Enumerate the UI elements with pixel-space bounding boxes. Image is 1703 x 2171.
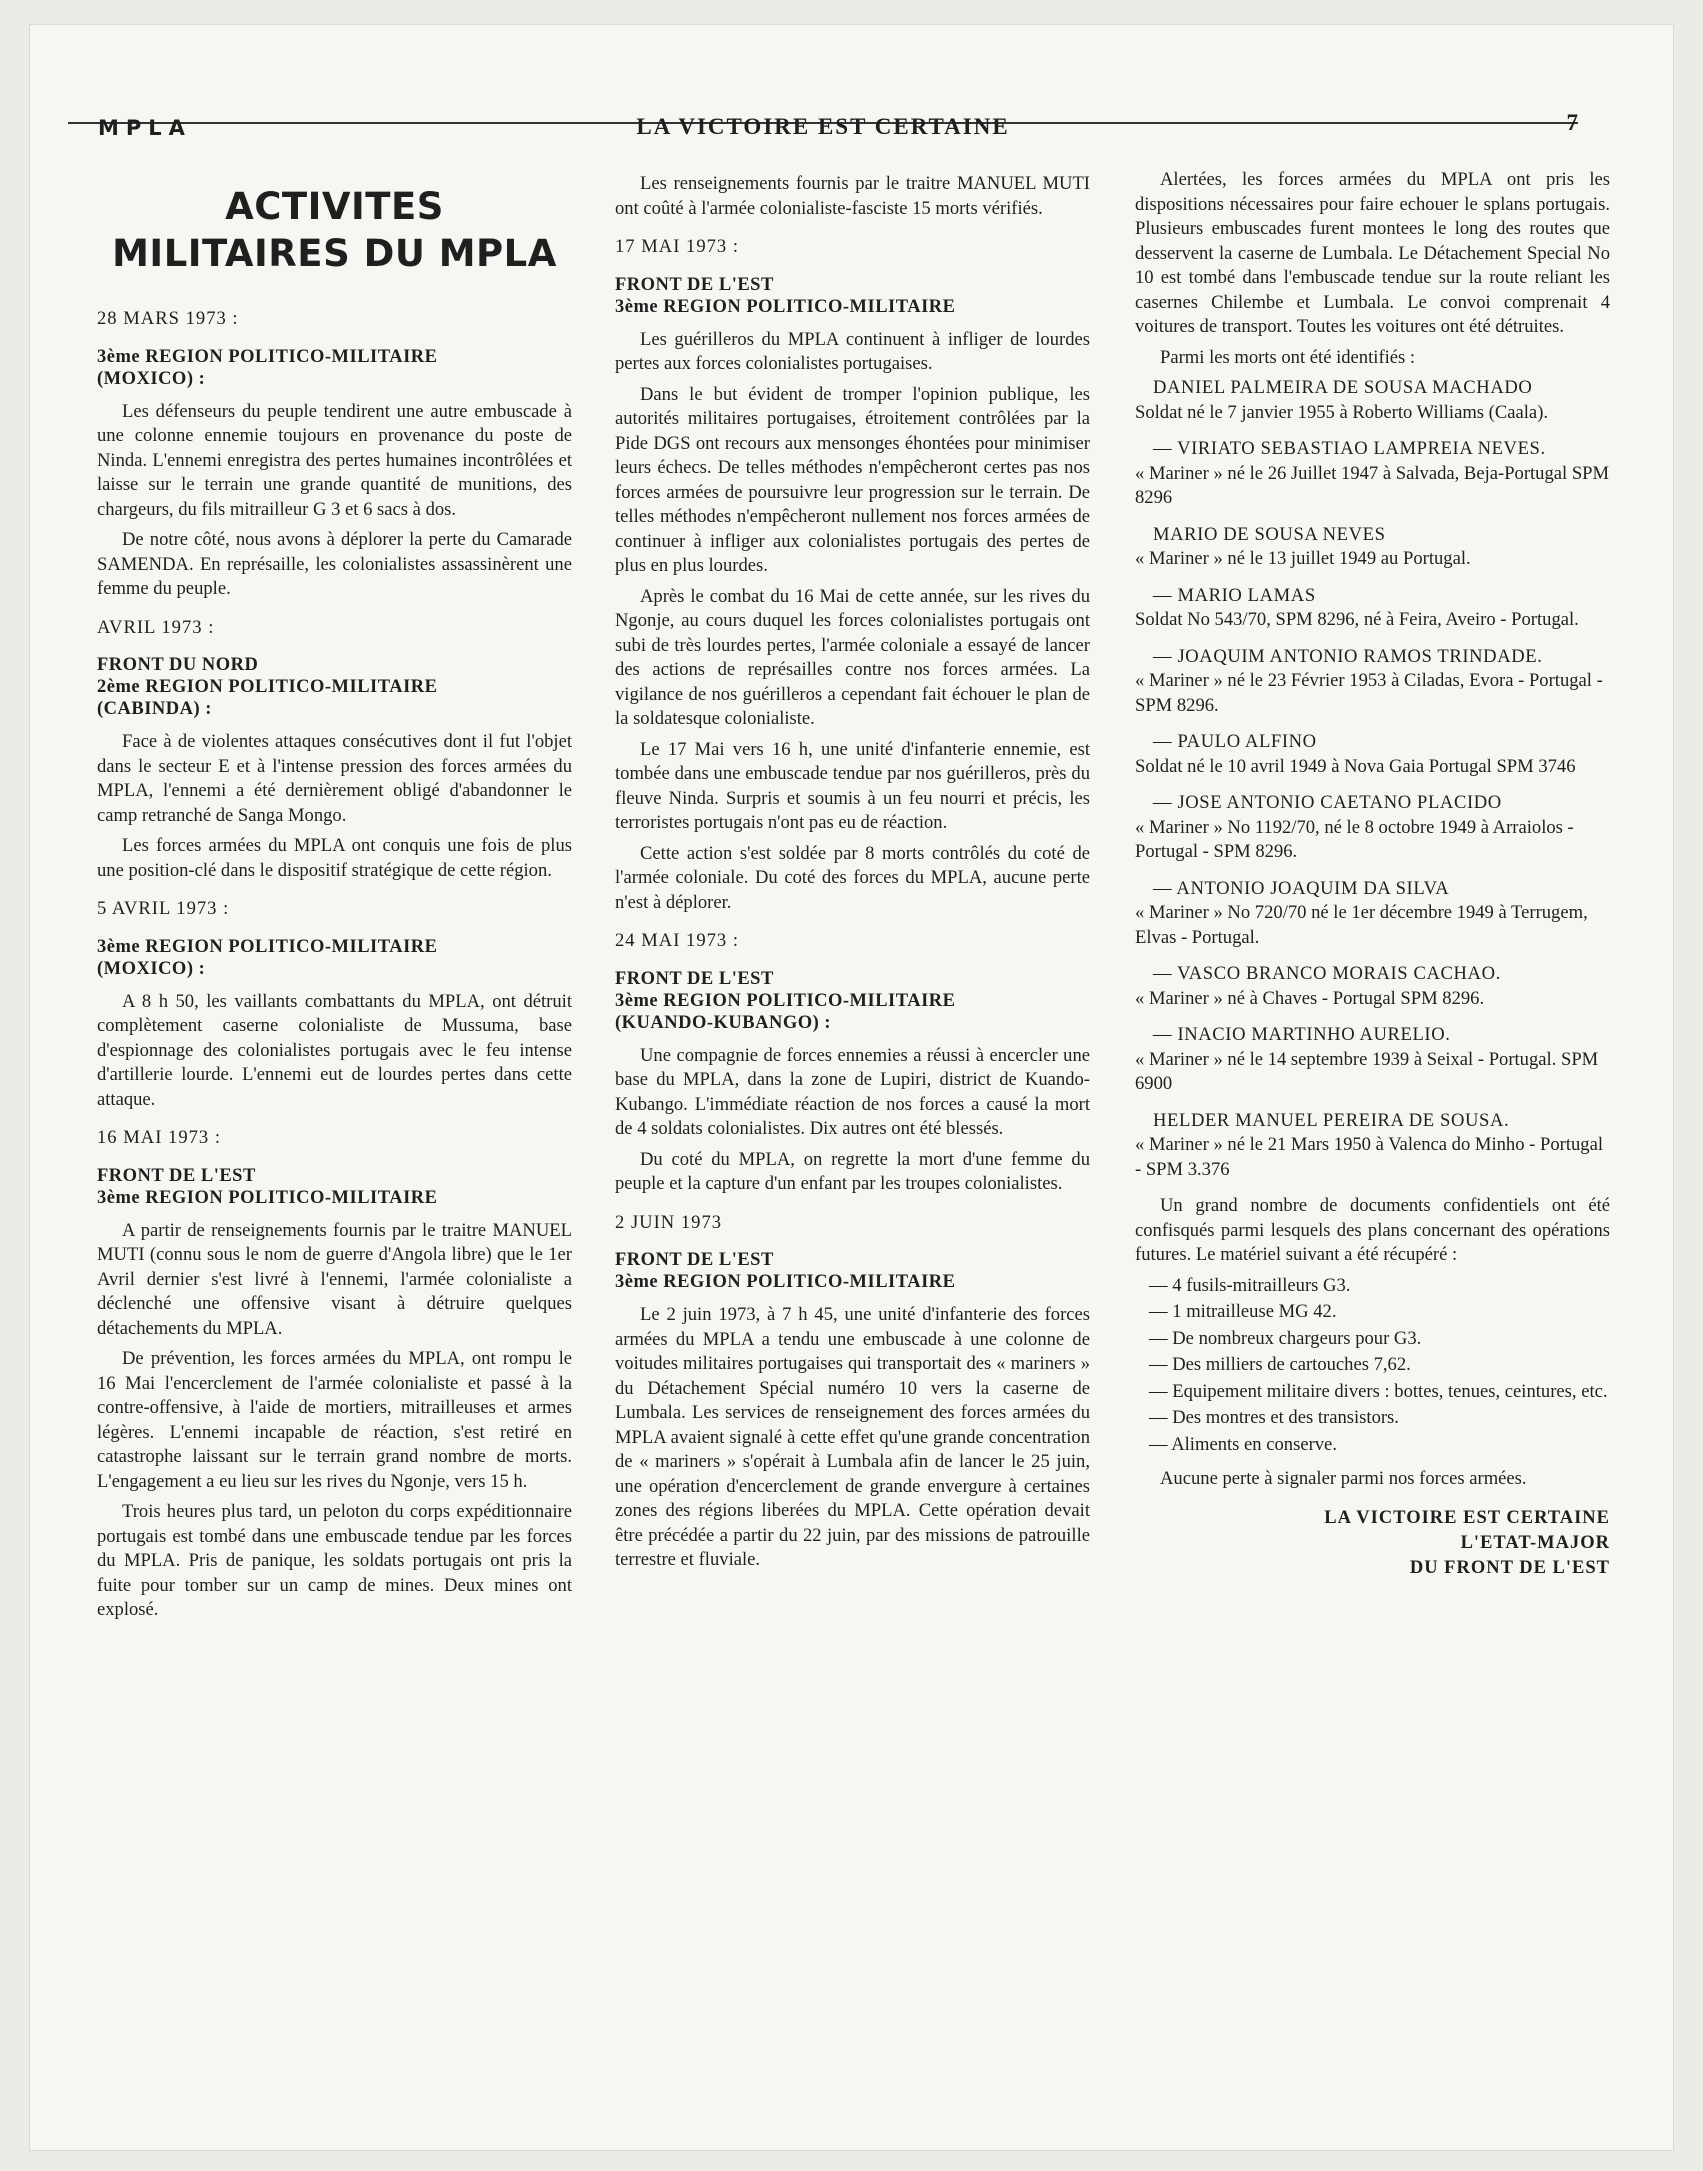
- list-item: — De nombreux chargeurs pour G3.: [1149, 1327, 1422, 1349]
- column-1: [97, 165, 572, 1629]
- casualty-name: — VASCO BRANCO MORAIS CACHAO.: [1153, 963, 1501, 984]
- running-title: LA VICTOIRE EST CERTAINE: [636, 114, 1010, 139]
- casualty-detail: « Mariner » né le 14 septembre 1939 à Seixal - Portugal. SPM 6900: [1135, 1048, 1599, 1094]
- column-3: [1135, 168, 1610, 1581]
- casualty-entry: [1135, 877, 1610, 951]
- casualty-detail: « Mariner » né le 26 Juillet 1947 à Salvada, Beja-Portugal SPM 8296: [1135, 462, 1610, 508]
- list-item: — 4 fusils-mitrailleurs G3.: [1149, 1274, 1351, 1296]
- list-item: — Aliments en conserve.: [1149, 1433, 1337, 1455]
- casualty-detail: Soldat No 543/70, SPM 8296, né à Feira, Aveiro - Portugal.: [1135, 609, 1579, 630]
- section-date: 16 MAI 1973 :: [97, 1127, 222, 1148]
- paragraph: De notre côté, nous avons à déplorer la perte du Camarade SAMENDA. En représaille, les colonialistes assassinèrent une femme du peuple.: [97, 529, 572, 599]
- paragraph: Du coté du MPLA, on regrette la mort d'une femme du peuple et la capture d'un enfant par les troupes colonialistes.: [615, 1148, 1090, 1194]
- front-line: FRONT DU NORD: [97, 655, 259, 675]
- front-line: (MOXICO) :: [97, 368, 206, 389]
- casualty-name: — INACIO MARTINHO AURELIO.: [1153, 1024, 1451, 1045]
- section-front: [615, 968, 1090, 1034]
- section-date: AVRIL 1973 :: [97, 616, 215, 638]
- section-date: 2 JUIN 1973: [615, 1211, 723, 1233]
- section-date: 5 AVRIL 1973 :: [97, 898, 230, 919]
- front-line: (CABINDA) :: [97, 699, 212, 719]
- front-line: 3ème REGION POLITICO-MILITAIRE: [97, 1187, 438, 1208]
- section-front: [97, 346, 572, 390]
- paragraph: Parmi les morts ont été identifiés :: [1160, 346, 1416, 368]
- paragraph: Aucune perte à signaler parmi nos forces armées.: [1160, 1468, 1527, 1489]
- casualty-name: — ANTONIO JOAQUIM DA SILVA: [1153, 877, 1450, 899]
- casualty-name: — PAULO ALFINO: [1153, 731, 1317, 752]
- paragraph: Le 2 juin 1973, à 7 h 45, une unité d'infanterie des forces armées du MPLA a tendu une embuscade à une colonne de voitudes militaires portugaises qui transportait des « mariners » du Détachement Spécial numéro 10 vers la caserne de Lumbala. Les services de renseignement des forces armées du MPLA avaient signalé à cette effet qu'une grande concentration de « mariners » s'opérait à Lumbala afin de lancer le 25 juin, une opération d'encerclement de grande envergure à certaines zones des régions liberées du MPLA. Cette opération devait être précédée a partir du 22 juin, par des missions de patrouille terrestre et fluviale.: [615, 1304, 1090, 1570]
- casualty-detail: « Mariner » né le 13 juillet 1949 au Portugal.: [1135, 548, 1471, 569]
- list-item: — Equipement militaire divers : bottes, tenues, ceintures, etc.: [1149, 1380, 1608, 1402]
- signature-block: [1135, 1506, 1610, 1581]
- casualty-name: — MARIO LAMAS: [1153, 584, 1316, 606]
- title-line: MILITAIRES DU MPLA: [112, 232, 557, 275]
- paragraph: De prévention, les forces armées du MPLA, ont rompu le 16 Mai l'encerclement de l'armée colonialiste et passé à la contre-offensive, à l'aide de mortiers, mitrailleuses et armes légères. L'ennemi incapable de réaction, s'est retiré en catastrophe laissant sur le terrain grand nombre de morts. L'engagement a eu lieu sur les rives du Ngonje, vers 15 h.: [97, 1348, 572, 1492]
- casualty-name: DANIEL PALMEIRA DE SOUSA MACHADO: [1153, 377, 1533, 398]
- paragraph: Dans le but évident de tromper l'opinion publique, les autorités militaires portugaises, étroitement contrôlées par la Pide DGS ont recours aux mensonges éhontées pour minimiser leurs échecs. De telles méthodes n'empêcheront certes pas nos forces armées de poursuivre leur progression sur le terrain. De telles méthodes n'empêcheront nullement nos forces armées de continuer à infliger aux colonialistes portugais des pertes de plus en plus lourdes.: [615, 383, 1090, 576]
- casualty-name: HELDER MANUEL PEREIRA DE SOUSA.: [1153, 1109, 1510, 1131]
- paragraph: Un grand nombre de documents confidentiels ont été confisqués parmi lesquels des plans concernant des opérations futures. Le matériel suivant a été récupéré :: [1135, 1195, 1610, 1265]
- signature-line: L'ETAT-MAJOR: [1460, 1532, 1610, 1553]
- section-front: [97, 1165, 572, 1209]
- paragraph: A partir de renseignements fournis par le traitre MANUEL MUTI (connu sous le nom de guerre d'Angola libre) que le 1er Avril dernier s'est livré à l'ennemi, l'armée colonialiste a déclenché une offensive visant à détruire quelques détachements du MPLA.: [97, 1219, 572, 1339]
- paragraph: Cette action s'est soldée par 8 morts contrôlés du coté de l'armée coloniale. Du coté des forces du MPLA, aucune perte n'est à déplorer.: [615, 842, 1090, 913]
- paragraph: Après le combat du 16 Mai de cette année, sur les rives du Ngonje, au cours duquel les forces colonialistes portugais ont subi de très lourdes pertes, l'armée coloniale a essayé de lancer des actions de représailles contre nos forces armées. La vigilance de nos guérilleros a cependant fait échouer le plan de la soldatesque colonialiste.: [615, 585, 1090, 729]
- front-line: (KUANDO-KUBANGO) :: [615, 1012, 832, 1033]
- column-2: [615, 172, 1090, 1579]
- page-number: 7: [1566, 110, 1578, 135]
- paragraph: A 8 h 50, les vaillants combattants du MPLA, ont détruit complètement caserne colonialiste de Mussuma, base d'espionnage des colonialistes portugais avec le feu intense d'artillerie lourde. L'ennemi eut de lourdes pertes dans cette attaque.: [97, 990, 572, 1110]
- page-header: [68, 70, 1578, 140]
- casualty-detail: « Mariner » né le 21 Mars 1950 à Valenca do Minho - Portugal - SPM 3.376: [1135, 1134, 1604, 1180]
- recovered-items-list: [1149, 1274, 1610, 1458]
- front-line: 3ème REGION POLITICO-MILITAIRE: [97, 346, 438, 367]
- front-line: 3ème REGION POLITICO-MILITAIRE: [615, 1272, 956, 1292]
- casualty-detail: Soldat né le 10 avril 1949 à Nova Gaia Portugal SPM 3746: [1135, 755, 1576, 777]
- casualty-list: [1135, 376, 1610, 1182]
- casualty-entry: [1135, 1023, 1610, 1097]
- front-line: 3ème REGION POLITICO-MILITAIRE: [97, 936, 438, 957]
- section-date: 17 MAI 1973 :: [615, 236, 740, 257]
- casualty-entry: [1135, 437, 1610, 511]
- casualty-detail: « Mariner » No 1192/70, né le 8 octobre 1949 à Arraiolos - Portugal - SPM 8296.: [1135, 816, 1574, 862]
- signature-line: DU FRONT DE L'EST: [1409, 1557, 1610, 1578]
- casualty-detail: « Mariner » né à Chaves - Portugal SPM 8296.: [1135, 987, 1485, 1009]
- list-item: — 1 mitrailleuse MG 42.: [1149, 1301, 1337, 1322]
- section-front: [615, 274, 1090, 318]
- title-line: ACTIVITES: [225, 185, 444, 228]
- article-title: [97, 183, 572, 277]
- section-front: [615, 1249, 1090, 1293]
- front-line: 2ème REGION POLITICO-MILITAIRE: [97, 677, 438, 697]
- front-line: FRONT DE L'EST: [615, 968, 774, 989]
- paragraph: Une compagnie de forces ennemies a réussi à encercler une base du MPLA, dans la zone de Lupiri, district de Kuando-Kubango. L'immédiate réaction de nos forces a causé la mort de 4 soldats colonialistes. Dix autres ont été blessés.: [615, 1044, 1090, 1139]
- front-line: 3ème REGION POLITICO-MILITAIRE: [615, 990, 956, 1011]
- casualty-detail: Soldat né le 7 janvier 1955 à Roberto Williams (Caala).: [1135, 401, 1549, 423]
- front-line: (MOXICO) :: [97, 958, 206, 979]
- casualty-entry: [1135, 584, 1610, 633]
- casualty-name: — VIRIATO SEBASTIAO LAMPREIA NEVES.: [1153, 438, 1546, 459]
- casualty-name: MARIO DE SOUSA NEVES: [1153, 523, 1386, 545]
- publication-name: MPLA: [98, 116, 192, 140]
- paragraph: Face à de violentes attaques consécutives dont il fut l'objet dans le secteur E et à l'intense pression des forces armées du MPLA, l'ennemi a été dernièrement obligé d'abandonner le camp retranché de Sanga Mongo.: [97, 731, 572, 826]
- front-line: 3ème REGION POLITICO-MILITAIRE: [615, 296, 956, 317]
- casualty-entry: [1135, 523, 1610, 572]
- front-line: FRONT DE L'EST: [615, 1250, 774, 1270]
- casualty-detail: « Mariner » No 720/70 né le 1er décembre 1949 à Terrugem, Elvas - Portugal.: [1135, 902, 1588, 948]
- signature-line: LA VICTOIRE EST CERTAINE: [1324, 1507, 1610, 1528]
- front-line: FRONT DE L'EST: [97, 1165, 256, 1186]
- section-front: [97, 936, 572, 980]
- paragraph: Les guérilleros du MPLA continuent à infliger de lourdes pertes aux forces colonialistes portugaises.: [615, 328, 1090, 374]
- list-item: — Des montres et des transistors.: [1149, 1407, 1399, 1428]
- casualty-entry: [1135, 376, 1610, 425]
- section-date: 24 MAI 1973 :: [615, 930, 740, 951]
- casualty-entry: [1135, 730, 1610, 779]
- casualty-entry: [1135, 791, 1610, 865]
- paragraph: Les défenseurs du peuple tendirent une autre embuscade à une colonne ennemie toujours en provenance du poste de Ninda. L'ennemi enregistra des pertes humaines incontrôlées et laisse sur le terrain une grande quantité de munitions, des chargeurs, du fils mitrailleur G 3 et 6 sacs à dos.: [97, 400, 572, 520]
- paragraph: Les forces armées du MPLA ont conquis une fois de plus une position-clé dans le dispositif stratégique de cette région.: [97, 835, 572, 881]
- list-item: — Des milliers de cartouches 7,62.: [1149, 1354, 1411, 1375]
- paragraph: Alertées, les forces armées du MPLA ont pris les dispositions nécessaires pour faire echouer le splans portugais. Plusieurs embuscades furent montees le long des routes que desservent la caserne de Lumbala. Le Détachement Special No 10 est tombé dans l'embuscade tendue sur la route reliant les casernes Chilembe et Lumbala. Le convoi comprenait 4 voitures de transport. Toutes les voitures ont été détruites.: [1135, 169, 1610, 337]
- front-line: FRONT DE L'EST: [615, 274, 774, 295]
- paragraph: Les renseignements fournis par le traitre MANUEL MUTI ont coûté à l'armée colonialiste-fasciste 15 morts vérifiés.: [615, 173, 1090, 219]
- paragraph: Trois heures plus tard, un peloton du corps expéditionnaire portugais est tombé dans une embuscade tendue par les forces du MPLA. Pris de panique, les soldats portugais ont pris la fuite pour tomber sur un camp de mines. Deux mines ont explosé.: [97, 1501, 572, 1620]
- casualty-name: — JOSE ANTONIO CAETANO PLACIDO: [1153, 792, 1502, 813]
- section-date: 28 MARS 1973 :: [97, 308, 239, 329]
- casualty-entry: [1135, 1109, 1610, 1183]
- paragraph: Le 17 Mai vers 16 h, une unité d'infanterie ennemie, est tombée dans une embuscade tendue par nos guérilleros, près du fleuve Ninda. Surpris et soumis à un feu nourri et précis, les terroristes portugais n'ont pas eu de réaction.: [615, 738, 1090, 833]
- casualty-entry: [1135, 645, 1610, 719]
- casualty-entry: [1135, 962, 1610, 1011]
- section-front: [97, 654, 572, 720]
- casualty-detail: « Mariner » né le 23 Février 1953 à Ciladas, Evora - Portugal - SPM 8296.: [1135, 670, 1603, 716]
- casualty-name: — JOAQUIM ANTONIO RAMOS TRINDADE.: [1153, 645, 1543, 667]
